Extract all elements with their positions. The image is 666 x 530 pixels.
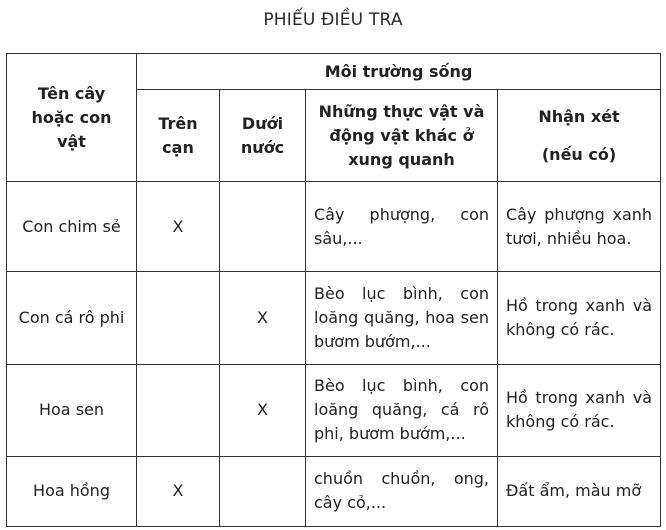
cell-remark: Đất ẩm, màu mỡ	[498, 456, 661, 526]
header-habitat: Môi trường sống	[137, 54, 661, 90]
page-title: PHIẾU ĐIỀU TRA	[263, 10, 403, 30]
header-row-top	[7, 54, 661, 90]
table-row	[7, 272, 661, 364]
cell-water: X	[220, 364, 306, 456]
cell-others: chuồn chuồn, ong, cây cỏ,...	[306, 456, 498, 526]
table-row	[7, 456, 661, 526]
cell-name: Hoa hồng	[7, 456, 137, 526]
cell-land: X	[137, 456, 220, 526]
cell-name: Hoa sen	[7, 364, 137, 456]
header-remark-note: (nếu có)	[541, 144, 617, 164]
cell-land	[137, 272, 220, 364]
cell-water	[220, 182, 306, 272]
table-row	[7, 182, 661, 272]
cell-remark: Hồ trong xanh và không có rác.	[498, 364, 661, 456]
cell-name: Con chim sẻ	[7, 182, 137, 272]
header-remark	[498, 90, 661, 182]
cell-remark: Hồ trong xanh và không có rác.	[498, 272, 661, 364]
cell-land	[137, 364, 220, 456]
cell-remark: Cây phượng xanh tươi, nhiều hoa.	[498, 182, 661, 272]
header-others: Những thực vật và động vật khác ở xung quanh	[306, 90, 498, 182]
header-name: Tên cây hoặc con vật	[7, 54, 137, 182]
survey-table	[6, 53, 661, 527]
cell-water: X	[220, 272, 306, 364]
cell-name: Con cá rô phi	[7, 272, 137, 364]
header-water: Dưới nước	[220, 90, 306, 182]
cell-others: Cây phượng, con sâu,...	[306, 182, 498, 272]
cell-others: Bèo lục bình, con loăng quăng, hoa sen bươm bướm,...	[306, 272, 498, 364]
cell-others: Bèo lục bình, con loăng quăng, cá rô phi, bươm bướm,...	[306, 364, 498, 456]
header-land: Trên cạn	[137, 90, 220, 182]
cell-land: X	[137, 182, 220, 272]
header-remark-label: Nhận xét	[538, 106, 620, 126]
cell-water	[220, 456, 306, 526]
table-row	[7, 364, 661, 456]
